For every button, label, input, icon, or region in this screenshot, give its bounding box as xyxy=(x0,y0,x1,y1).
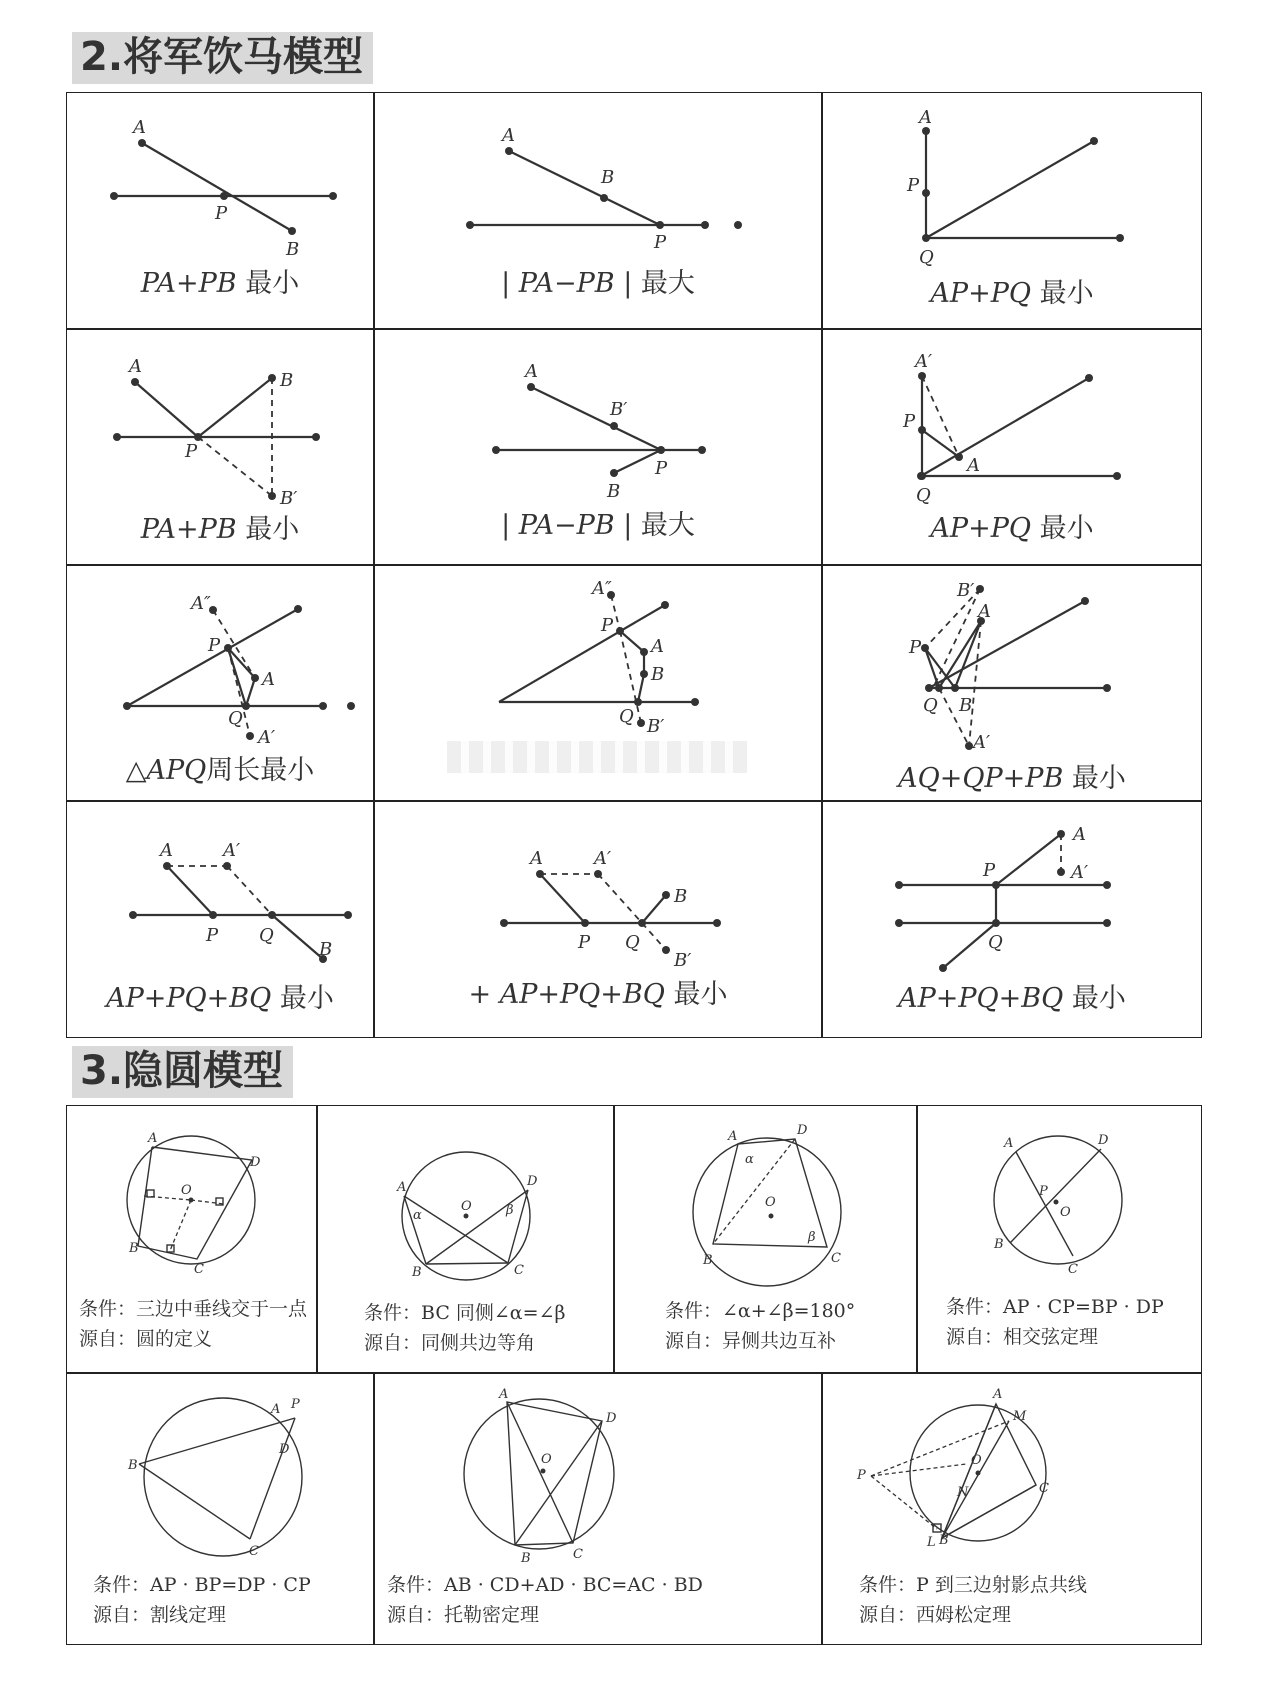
jjym-cell-7 xyxy=(66,565,374,801)
label-A: A xyxy=(993,1387,1003,1402)
jjym-caption-2: | PA−PB | 最大 xyxy=(501,268,695,299)
label-B: B xyxy=(939,1533,949,1548)
label-B: B xyxy=(280,370,294,391)
yy-cell-3 xyxy=(614,1105,917,1373)
label-A: A xyxy=(271,1402,281,1417)
label-B: B xyxy=(601,167,615,188)
jjym-caption-12: AP+PQ+BQ 最小 xyxy=(898,983,1126,1014)
label-Ap: A′ xyxy=(223,840,241,861)
label-B: B xyxy=(959,695,973,716)
label-Q: Q xyxy=(228,708,243,729)
label-P: P xyxy=(291,1397,300,1412)
yy-text-1: 条件：三边中垂线交于一点 源自：圆的定义 xyxy=(79,1298,308,1350)
jjym-cell-12 xyxy=(822,801,1202,1038)
yy-cell-1 xyxy=(66,1105,317,1373)
label-C: C xyxy=(1068,1262,1078,1277)
jjym-caption-4: PA+PB 最小 xyxy=(140,514,300,545)
label-D: D xyxy=(279,1442,290,1457)
label-M: M xyxy=(1013,1409,1027,1424)
label-Q: Q xyxy=(923,695,938,716)
yy-text-2: 条件：BC 同侧∠α=∠β 源自：同侧共边等角 xyxy=(364,1302,566,1354)
jjym-caption-10: AP+PQ+BQ 最小 xyxy=(106,983,334,1014)
label-P: P xyxy=(903,411,916,432)
label-Bp: B′ xyxy=(647,716,665,737)
label-P: P xyxy=(208,635,221,656)
label-C: C xyxy=(1039,1481,1049,1496)
label-App: A″ xyxy=(191,593,211,614)
yy-text-6: 条件：AB · CD+AD · BC=AC · BD 源自：托勒密定理 xyxy=(387,1574,703,1626)
jjym-cell-5 xyxy=(374,329,822,565)
label-A: A xyxy=(978,601,991,622)
label-A: A xyxy=(1004,1136,1014,1151)
label-B: B xyxy=(521,1551,531,1566)
label-O: O xyxy=(461,1199,472,1214)
jjym-cell-11 xyxy=(374,801,822,1038)
label-D: D xyxy=(606,1411,617,1426)
yy-text-3: 条件：∠α+∠β=180° 源自：异侧共边互补 xyxy=(665,1300,856,1352)
label-B: B xyxy=(674,886,688,907)
jjym-cell-4 xyxy=(66,329,374,565)
label-D: D xyxy=(527,1174,538,1189)
label-Bp: B′ xyxy=(280,488,298,509)
yy-text-4: 条件：AP · CP=BP · DP 源自：相交弦定理 xyxy=(946,1296,1164,1348)
label-P: P xyxy=(1039,1184,1048,1199)
label-L: L xyxy=(927,1535,936,1550)
label-P: P xyxy=(909,637,922,658)
label-P: P xyxy=(655,458,668,479)
label-Q: Q xyxy=(619,706,634,727)
label-Q: Q xyxy=(625,932,640,953)
label-A: A xyxy=(262,669,275,690)
jjym-caption-9: AQ+QP+PB 最小 xyxy=(898,763,1126,794)
label-B: B xyxy=(129,1241,139,1256)
label-B: B xyxy=(651,664,665,685)
label-P: P xyxy=(983,860,996,881)
label-N: N xyxy=(957,1485,969,1500)
label-Ap: A′ xyxy=(1071,862,1089,883)
label-B: B xyxy=(607,481,621,502)
label-P: P xyxy=(206,925,219,946)
jjym-cell-8 xyxy=(374,565,822,801)
label-A: A xyxy=(160,840,173,861)
yy-cell-2 xyxy=(317,1105,614,1373)
label-Bp: B′ xyxy=(957,580,975,601)
label-A: A xyxy=(525,361,538,382)
label-O: O xyxy=(971,1453,982,1468)
label-P: P xyxy=(215,203,228,224)
label-A: A xyxy=(502,125,515,146)
label-alpha: α xyxy=(745,1152,754,1167)
jjym-cell-6 xyxy=(822,329,1202,565)
jjym-caption-5: | PA−PB | 最大 xyxy=(501,510,695,541)
label-D: D xyxy=(250,1155,261,1170)
label-P: P xyxy=(601,615,614,636)
label-P: P xyxy=(578,932,591,953)
yy-cell-6 xyxy=(374,1373,822,1645)
jjym-caption-6: AP+PQ 最小 xyxy=(930,513,1094,544)
label-Q: Q xyxy=(919,247,934,268)
label-O: O xyxy=(541,1452,552,1467)
label-Q: Q xyxy=(988,932,1003,953)
jjym-cell-9 xyxy=(822,565,1202,801)
label-A: A xyxy=(148,1131,158,1146)
yy-cell-7 xyxy=(822,1373,1202,1645)
label-A: A xyxy=(1073,824,1086,845)
yy-cell-5 xyxy=(66,1373,374,1645)
label-D: D xyxy=(1098,1133,1109,1148)
label-Ap: A′ xyxy=(594,848,612,869)
jjym-caption-11: + AP+PQ+BQ 最小 xyxy=(468,979,728,1010)
yy-cell-4 xyxy=(917,1105,1202,1373)
jjym-cell-3 xyxy=(822,92,1202,329)
label-A: A xyxy=(728,1129,738,1144)
label-Ap: A′ xyxy=(973,732,991,753)
label-C: C xyxy=(194,1262,204,1277)
jjym-cell-10 xyxy=(66,801,374,1038)
jjym-caption-1: PA+PB 最小 xyxy=(140,268,300,299)
section-3-title: 3.隐圆模型 xyxy=(72,1046,293,1098)
label-Bp: B′ xyxy=(610,399,628,420)
label-A: A xyxy=(530,848,543,869)
jjym-caption-7: △APQ周长最小 xyxy=(125,755,315,786)
label-beta: β xyxy=(808,1230,816,1245)
label-A: A xyxy=(499,1387,509,1402)
label-A: A xyxy=(651,636,664,657)
label-O: O xyxy=(1060,1205,1071,1220)
yy-text-5: 条件：AP · BP=DP · CP 源自：割线定理 xyxy=(93,1574,311,1626)
yy-text-7: 条件：P 到三边射影点共线 源自：西姆松定理 xyxy=(859,1574,1087,1626)
label-B: B xyxy=(286,239,300,260)
label-Bp: B′ xyxy=(674,950,692,971)
label-P: P xyxy=(857,1468,866,1483)
label-O: O xyxy=(181,1183,192,1198)
jjym-cell-1 xyxy=(66,92,374,329)
label-O: O xyxy=(765,1195,776,1210)
label-D: D xyxy=(797,1123,808,1138)
label-C: C xyxy=(514,1263,524,1278)
label-C: C xyxy=(831,1251,841,1266)
label-P: P xyxy=(654,232,667,253)
label-Q: Q xyxy=(259,925,274,946)
label-alpha: α xyxy=(413,1208,422,1223)
label-P: P xyxy=(185,441,198,462)
jjym-cell-2 xyxy=(374,92,822,329)
label-P: P xyxy=(907,175,920,196)
label-Ap: A′ xyxy=(258,727,276,748)
label-B: B xyxy=(412,1265,422,1280)
label-B: B xyxy=(703,1253,713,1268)
jjym-caption-3: AP+PQ 最小 xyxy=(930,278,1094,309)
label-A: A xyxy=(129,356,142,377)
label-Ap: A′ xyxy=(915,351,933,372)
label-C: C xyxy=(573,1547,583,1562)
label-Q: Q xyxy=(916,485,931,506)
section-2-title: 2.将军饮马模型 xyxy=(72,32,373,84)
label-B: B xyxy=(128,1458,138,1473)
label-A: A xyxy=(919,107,932,128)
label-B: B xyxy=(319,939,333,960)
blurred-caption xyxy=(447,741,747,773)
label-A: A xyxy=(133,117,146,138)
label-A: A xyxy=(967,455,980,476)
label-B: B xyxy=(994,1237,1004,1252)
label-A: A xyxy=(397,1180,407,1195)
label-App: A″ xyxy=(592,578,612,599)
label-C: C xyxy=(249,1544,259,1559)
label-beta: β xyxy=(506,1203,514,1218)
